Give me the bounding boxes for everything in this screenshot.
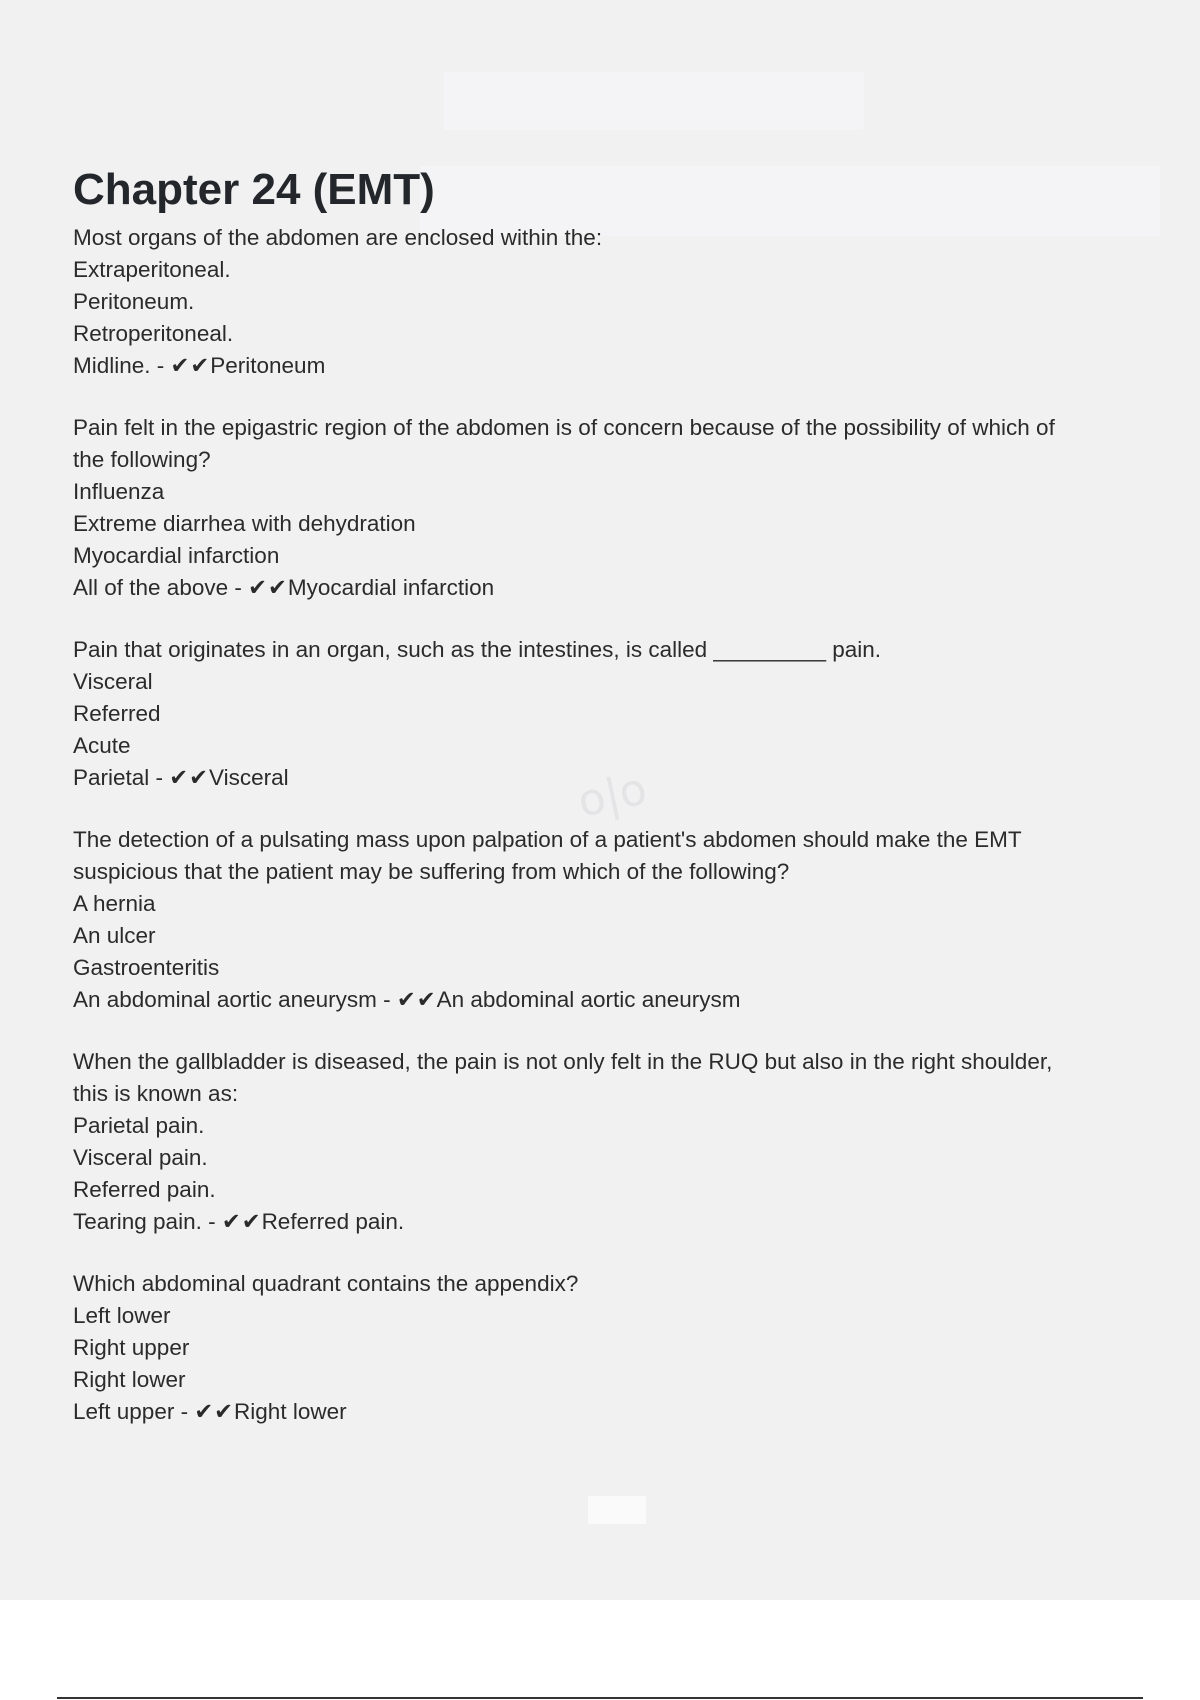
correct-answer: Referred pain. <box>261 1209 405 1234</box>
question-text: the following? <box>73 447 211 472</box>
question-block <box>73 824 1143 1016</box>
question-text: Pain that originates in an organ, such as the intestines, is called _________ pain. <box>73 637 882 662</box>
document-content <box>73 162 1143 1458</box>
answer-option: Tearing pain. - <box>73 1209 222 1234</box>
question-block <box>73 412 1143 604</box>
answer-option: Right upper <box>73 1335 190 1360</box>
answer-option: Midline. - <box>73 353 171 378</box>
answer-line <box>73 1206 1143 1238</box>
question-text: Pain felt in the epigastric region of the abdomen is of concern because of the possibility of which of <box>73 415 1055 440</box>
answer-option: Referred pain. <box>73 1177 216 1202</box>
answer-option: Visceral <box>73 669 153 694</box>
answer-line <box>73 762 1143 794</box>
page-number-chip <box>588 1496 646 1524</box>
answer-option: Parietal pain. <box>73 1113 205 1138</box>
answer-option: A hernia <box>73 891 156 916</box>
answer-option: Influenza <box>73 479 165 504</box>
checkmark-icon: ✔✔ <box>221 1209 262 1234</box>
answer-option: An abdominal aortic aneurysm - <box>73 987 397 1012</box>
answer-line <box>73 572 1143 604</box>
answer-option: Right lower <box>73 1367 186 1392</box>
question-text: Which abdominal quadrant contains the appendix? <box>73 1271 579 1296</box>
correct-answer: An abdominal aortic aneurysm <box>436 987 741 1012</box>
correct-answer: Right lower <box>234 1399 347 1424</box>
answer-option: Retroperitoneal. <box>73 321 234 346</box>
question-text: The detection of a pulsating mass upon palpation of a patient's abdomen should make the EMT <box>73 827 1022 852</box>
answer-line <box>73 984 1143 1016</box>
question-text: this is known as: <box>73 1081 239 1106</box>
answer-option: An ulcer <box>73 923 156 948</box>
checkmark-icon: ✔✔ <box>170 353 211 378</box>
page-title: Chapter 24 (EMT) <box>73 165 435 214</box>
answer-option: Extreme diarrhea with dehydration <box>73 511 416 536</box>
question-text: When the gallbladder is diseased, the pain is not only felt in the RUQ but also in the right shoulder, <box>73 1049 1053 1074</box>
question-block <box>73 1268 1143 1428</box>
answer-option: All of the above - <box>73 575 249 600</box>
checkmark-icon: ✔✔ <box>396 987 437 1012</box>
question-block <box>73 222 1143 382</box>
correct-answer: Peritoneum <box>210 353 326 378</box>
correct-answer: Visceral <box>209 765 289 790</box>
checkmark-icon: ✔✔ <box>194 1399 235 1424</box>
answer-option: Acute <box>73 733 131 758</box>
answer-option: Gastroenteritis <box>73 955 220 980</box>
answer-option: Visceral pain. <box>73 1145 208 1170</box>
footer-divider <box>57 1697 1143 1699</box>
answer-option: Left upper - <box>73 1399 195 1424</box>
answer-option: Referred <box>73 701 161 726</box>
watermark-logo: o|o <box>573 763 652 828</box>
answer-line <box>73 1396 1143 1428</box>
checkmark-icon: ✔✔ <box>248 575 288 600</box>
answer-option: Peritoneum. <box>73 289 195 314</box>
checkmark-icon: ✔✔ <box>169 765 210 790</box>
question-block <box>73 1046 1143 1238</box>
answer-option: Parietal - <box>73 765 170 790</box>
header-blank-area <box>444 72 864 130</box>
question-block <box>73 634 1143 794</box>
question-text: suspicious that the patient may be suffering from which of the following? <box>73 859 790 884</box>
answer-option: Myocardial infarction <box>73 543 280 568</box>
question-text: Most organs of the abdomen are enclosed within the: <box>73 225 603 250</box>
answer-option: Extraperitoneal. <box>73 257 231 282</box>
correct-answer: Myocardial infarction <box>287 575 495 600</box>
answer-option: Left lower <box>73 1303 171 1328</box>
answer-line <box>73 350 1143 382</box>
